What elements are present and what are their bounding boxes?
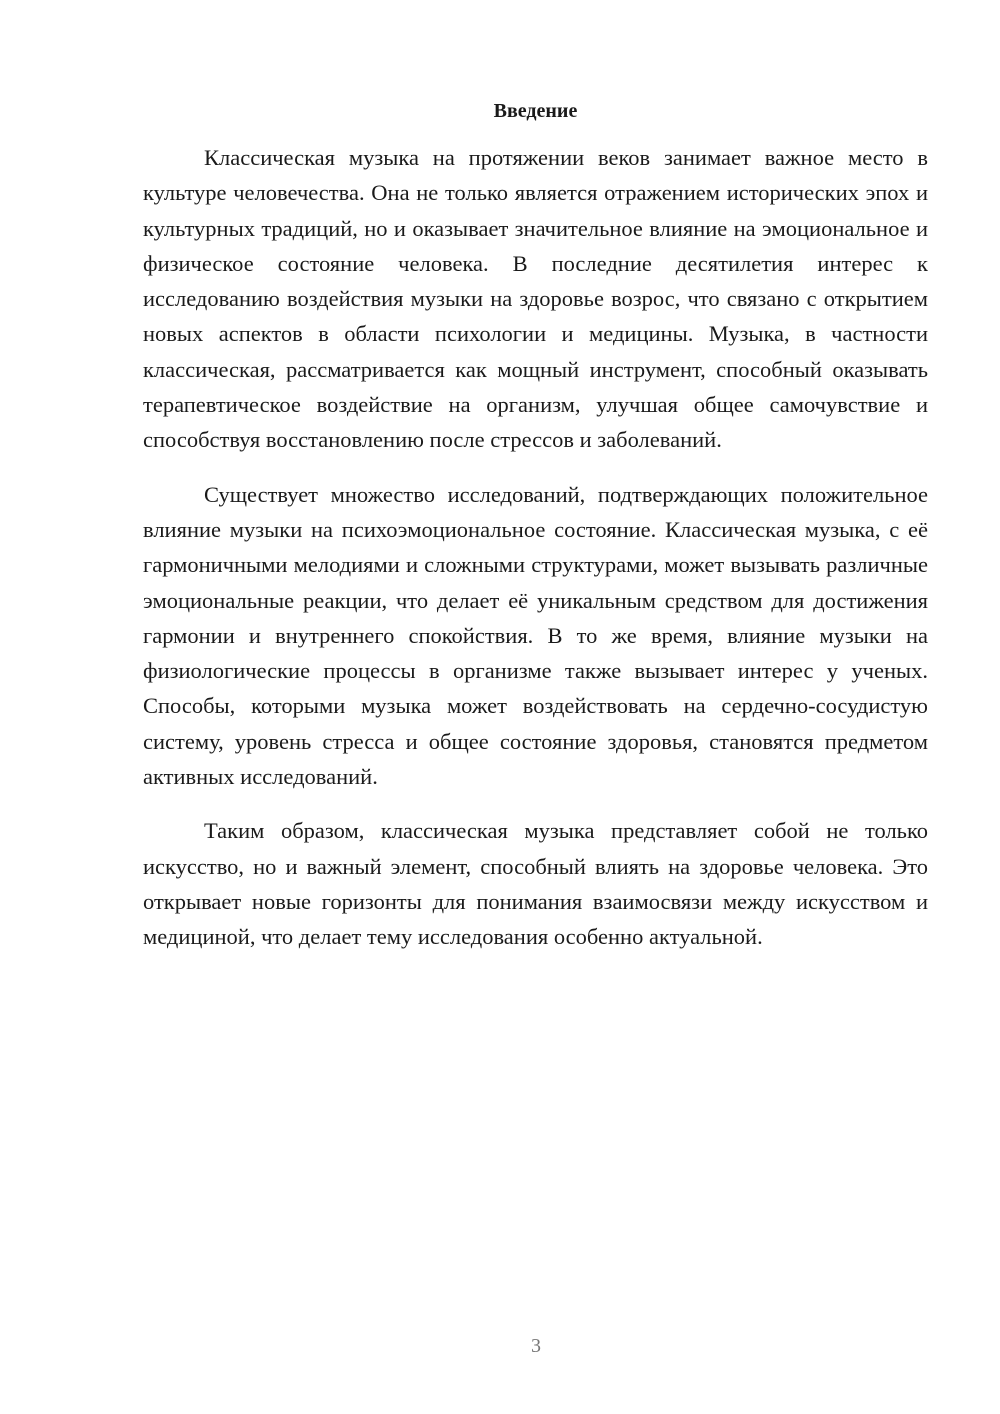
- page-number: 3: [531, 1335, 541, 1357]
- paragraph-3: Таким образом, классическая музыка представляет собой не только искусство, но и важный элемент, способный влиять на здоровье человека. Это открывает новые горизонты для понимания взаимосвязи между искусством и медициной, что делает тему исследования особенно актуальной.: [143, 818, 928, 950]
- body-text: [143, 140, 928, 955]
- paragraph-2: Существует множество исследований, подтверждающих положительное влияние музыки на психоэмоциональное состояние. Классическая музыка, с её гармоничными мелодиями и сложными структурами, может вызывать различные эмоциональные реакции, что делает её уникальным средством для достижения гармонии и внутреннего спокойствия. В то же время, влияние музыки на физиологические процессы в организме также вызывает интерес у ученых. Способы, которыми музыка может воздействовать на сердечно-сосудистую систему, уровень стресса и общее состояние здоровья, становятся предметом активных исследований.: [143, 481, 928, 790]
- section-title: Введение: [493, 100, 578, 122]
- paragraph-1: Классическая музыка на протяжении веков занимает важное место в культуре человечества. Она не только является отражением исторических эпох и культурных традиций, но и оказывает значительное влияние на эмоциональное и физическое состояние человека. В последние десятилетия интерес к исследованию воздействия музыки на здоровье возрос, что связано с открытием новых аспектов в области психологии и медицины. Музыка, в частности классическая, рассматривается как мощный инструмент, способный оказывать терапевтическое воздействие на организм, улучшая общее самочувствие и способствуя восстановлению после стрессов и заболеваний.: [143, 145, 928, 453]
